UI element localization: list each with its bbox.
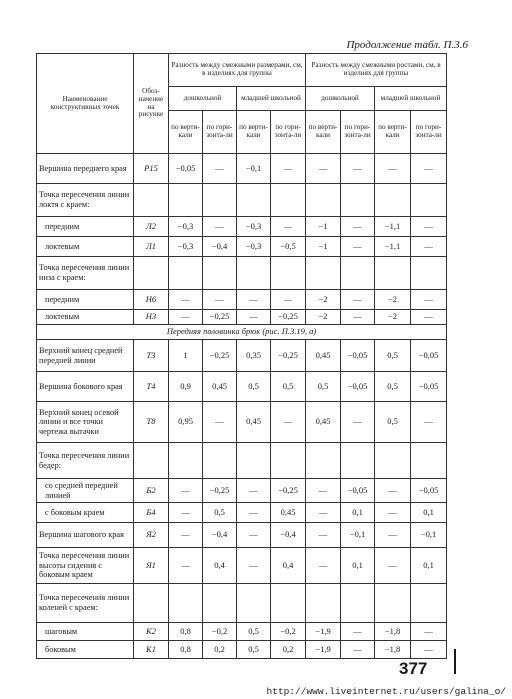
row-name: Точка пересечения линии коленей с краем: xyxy=(37,584,134,623)
value-cell: 0,4 xyxy=(203,548,237,584)
data-table xyxy=(36,53,447,659)
value-cell: −0,3 xyxy=(237,217,271,237)
table-row xyxy=(37,503,447,523)
header-vertical: по верти-кали xyxy=(237,111,271,154)
value-cell: — xyxy=(237,503,271,523)
value-cell: — xyxy=(306,154,341,184)
value-cell: −1,1 xyxy=(375,217,411,237)
value-cell xyxy=(411,584,447,623)
row-name: Вершина бокового края xyxy=(37,372,134,402)
value-cell: — xyxy=(411,310,447,325)
value-cell: −0,5 xyxy=(271,237,306,257)
value-cell: — xyxy=(203,217,237,237)
row-symbol: T4 xyxy=(134,372,169,402)
value-cell: −0,3 xyxy=(237,237,271,257)
value-cell: — xyxy=(306,548,341,584)
table-row xyxy=(37,443,447,479)
value-cell: — xyxy=(341,217,375,237)
value-cell: 0,45 xyxy=(203,372,237,402)
value-cell: −0,4 xyxy=(203,237,237,257)
value-cell: −0,05 xyxy=(411,340,447,372)
value-cell: 1 xyxy=(169,340,203,372)
table-row xyxy=(37,548,447,584)
value-cell xyxy=(271,184,306,217)
value-cell: −0,05 xyxy=(169,154,203,184)
value-cell: −0,25 xyxy=(203,310,237,325)
row-name: с боковым краем xyxy=(37,503,134,523)
value-cell: — xyxy=(411,217,447,237)
value-cell: 0,45 xyxy=(271,503,306,523)
value-cell: 0,1 xyxy=(411,503,447,523)
value-cell: −0,05 xyxy=(341,340,375,372)
value-cell: — xyxy=(237,310,271,325)
value-cell: −0,1 xyxy=(341,523,375,548)
value-cell: −2 xyxy=(306,310,341,325)
value-cell: 0,35 xyxy=(237,340,271,372)
row-symbol: Л2 xyxy=(134,217,169,237)
table-row xyxy=(37,257,447,290)
table-row xyxy=(37,641,447,659)
value-cell: −1 xyxy=(306,237,341,257)
row-symbol xyxy=(134,184,169,217)
value-cell: −1 xyxy=(306,217,341,237)
value-cell: −0,1 xyxy=(237,154,271,184)
table-caption: Продолжение табл. П.3.6 xyxy=(346,39,468,51)
value-cell: −1,9 xyxy=(306,641,341,659)
header-junior: младшей школьной xyxy=(375,87,447,111)
value-cell: — xyxy=(411,290,447,310)
value-cell: 0,1 xyxy=(411,548,447,584)
row-symbol: T3 xyxy=(134,340,169,372)
table-row xyxy=(37,479,447,503)
value-cell: — xyxy=(341,641,375,659)
table-row xyxy=(37,584,447,623)
section-title: Передняя половинка брюк (рис. П.3.19, а) xyxy=(37,325,447,340)
value-cell: −0,25 xyxy=(271,310,306,325)
value-cell: 0,1 xyxy=(341,503,375,523)
table-row xyxy=(37,623,447,641)
row-name: шаговым xyxy=(37,623,134,641)
value-cell: — xyxy=(341,310,375,325)
value-cell: 0,5 xyxy=(203,503,237,523)
value-cell: 0,9 xyxy=(169,372,203,402)
row-symbol xyxy=(134,584,169,623)
value-cell xyxy=(375,257,411,290)
value-cell: 0,45 xyxy=(237,402,271,443)
value-cell: −0,2 xyxy=(203,623,237,641)
value-cell: 0,1 xyxy=(341,548,375,584)
value-cell: — xyxy=(169,310,203,325)
row-symbol: Н3 xyxy=(134,310,169,325)
row-name: Точка пересечения линии локтя с краем: xyxy=(37,184,134,217)
value-cell: — xyxy=(411,154,447,184)
header-horizontal: по гори-зонта-ли xyxy=(341,111,375,154)
value-cell: −0,05 xyxy=(341,479,375,503)
row-symbol xyxy=(134,443,169,479)
row-symbol: Б4 xyxy=(134,503,169,523)
value-cell: — xyxy=(375,479,411,503)
watermark-url: http://www.liveinternet.ru/users/galina_o/ xyxy=(266,686,506,697)
value-cell: — xyxy=(271,154,306,184)
value-cell: — xyxy=(169,548,203,584)
value-cell xyxy=(375,184,411,217)
value-cell: — xyxy=(237,479,271,503)
value-cell xyxy=(306,584,341,623)
row-name: Верхний конец осевой линии и все точки чертежа вытачки xyxy=(37,402,134,443)
value-cell: −2 xyxy=(375,290,411,310)
value-cell: −1,9 xyxy=(306,623,341,641)
table-row xyxy=(37,184,447,217)
value-cell xyxy=(203,584,237,623)
table-body-sleeve xyxy=(37,154,447,325)
header-preschool: дошкольной xyxy=(169,87,237,111)
table-body-trousers xyxy=(37,340,447,659)
header-group-heights: Разность между смежными ростами, см, в изделиях для группы xyxy=(306,54,447,87)
value-cell: −2 xyxy=(306,290,341,310)
value-cell: −1,8 xyxy=(375,623,411,641)
value-cell: — xyxy=(375,548,411,584)
value-cell xyxy=(341,257,375,290)
value-cell: −0,4 xyxy=(203,523,237,548)
row-name: Точка пересечения линии высоты сидения с боковым краем xyxy=(37,548,134,584)
value-cell: — xyxy=(169,479,203,503)
value-cell xyxy=(341,584,375,623)
value-cell: — xyxy=(375,154,411,184)
row-name: локтевым xyxy=(37,310,134,325)
value-cell: −0,05 xyxy=(341,372,375,402)
value-cell xyxy=(169,584,203,623)
row-name: боковым xyxy=(37,641,134,659)
value-cell: — xyxy=(203,154,237,184)
value-cell: 0,5 xyxy=(306,372,341,402)
value-cell: — xyxy=(341,154,375,184)
row-name: со средней передней линией xyxy=(37,479,134,503)
value-cell: — xyxy=(341,402,375,443)
value-cell: — xyxy=(271,402,306,443)
value-cell: −2 xyxy=(375,310,411,325)
table-row xyxy=(37,372,447,402)
header-horizontal: по гори-зонта-ли xyxy=(203,111,237,154)
row-name: передним xyxy=(37,290,134,310)
row-symbol: P15 xyxy=(134,154,169,184)
value-cell xyxy=(375,443,411,479)
value-cell: — xyxy=(411,623,447,641)
value-cell: −0,1 xyxy=(411,523,447,548)
table-row xyxy=(37,310,447,325)
value-cell xyxy=(169,257,203,290)
row-name: Верхний конец средней передней линии xyxy=(37,340,134,372)
value-cell xyxy=(237,443,271,479)
value-cell xyxy=(203,257,237,290)
value-cell: −0,25 xyxy=(271,340,306,372)
value-cell xyxy=(306,257,341,290)
value-cell: −0,25 xyxy=(271,479,306,503)
value-cell: — xyxy=(306,503,341,523)
value-cell: — xyxy=(203,402,237,443)
value-cell: — xyxy=(237,523,271,548)
value-cell: −0,25 xyxy=(203,340,237,372)
value-cell xyxy=(411,184,447,217)
value-cell xyxy=(411,257,447,290)
value-cell: — xyxy=(411,402,447,443)
value-cell: 0,8 xyxy=(169,623,203,641)
value-cell: — xyxy=(411,237,447,257)
value-cell: −0,25 xyxy=(203,479,237,503)
value-cell: — xyxy=(271,217,306,237)
value-cell: — xyxy=(306,479,341,503)
value-cell: — xyxy=(169,523,203,548)
row-name: Точка пересечения линии низа с краем: xyxy=(37,257,134,290)
value-cell xyxy=(411,443,447,479)
row-symbol: Н6 xyxy=(134,290,169,310)
value-cell: — xyxy=(237,290,271,310)
value-cell: — xyxy=(341,237,375,257)
row-name: передним xyxy=(37,217,134,237)
page-number: 377 xyxy=(399,659,428,678)
value-cell: 0,4 xyxy=(271,548,306,584)
value-cell: −0,2 xyxy=(271,623,306,641)
value-cell: 0,5 xyxy=(375,372,411,402)
header-symbol: Обоз-начение на рисунке xyxy=(134,54,169,154)
value-cell: −0,05 xyxy=(411,372,447,402)
row-symbol: Б2 xyxy=(134,479,169,503)
value-cell: 0,45 xyxy=(306,402,341,443)
value-cell: 0,5 xyxy=(271,372,306,402)
table-row xyxy=(37,154,447,184)
header-name: Наименование конструктивных точек xyxy=(37,54,134,154)
value-cell: — xyxy=(341,623,375,641)
value-cell: — xyxy=(203,290,237,310)
row-name: локтевым xyxy=(37,237,134,257)
value-cell: 0,2 xyxy=(203,641,237,659)
value-cell: — xyxy=(306,523,341,548)
header-vertical: по верти-кали xyxy=(169,111,203,154)
row-name: Вершина переднего края xyxy=(37,154,134,184)
value-cell xyxy=(271,584,306,623)
row-symbol: T8 xyxy=(134,402,169,443)
value-cell xyxy=(271,443,306,479)
value-cell: −0,3 xyxy=(169,217,203,237)
value-cell xyxy=(341,443,375,479)
value-cell: −0,3 xyxy=(169,237,203,257)
row-symbol: К1 xyxy=(134,641,169,659)
value-cell: — xyxy=(271,290,306,310)
table-row xyxy=(37,217,447,237)
page-number-rule xyxy=(454,649,456,674)
value-cell xyxy=(306,443,341,479)
row-name: Точка пересечения линии бедер: xyxy=(37,443,134,479)
value-cell: — xyxy=(411,641,447,659)
row-symbol xyxy=(134,257,169,290)
value-cell: 0,5 xyxy=(237,372,271,402)
value-cell: 0,5 xyxy=(375,340,411,372)
value-cell: — xyxy=(169,290,203,310)
header-vertical: по верти-кали xyxy=(306,111,341,154)
header-preschool: дошкольной xyxy=(306,87,375,111)
value-cell xyxy=(271,257,306,290)
value-cell: 0,45 xyxy=(306,340,341,372)
row-symbol: Я1 xyxy=(134,548,169,584)
table-section xyxy=(37,325,447,340)
table-row xyxy=(37,237,447,257)
value-cell: 0,2 xyxy=(271,641,306,659)
row-symbol: Л1 xyxy=(134,237,169,257)
value-cell: — xyxy=(375,503,411,523)
value-cell xyxy=(375,584,411,623)
value-cell: 0,8 xyxy=(169,641,203,659)
row-name: Вершина шагового края xyxy=(37,523,134,548)
value-cell: 0,5 xyxy=(375,402,411,443)
value-cell: −0,05 xyxy=(411,479,447,503)
row-symbol: К2 xyxy=(134,623,169,641)
value-cell: 0,5 xyxy=(237,623,271,641)
value-cell: 0,95 xyxy=(169,402,203,443)
table-row xyxy=(37,402,447,443)
value-cell xyxy=(237,257,271,290)
value-cell: — xyxy=(237,548,271,584)
value-cell: 0,5 xyxy=(237,641,271,659)
header-vertical: по верти-кали xyxy=(375,111,411,154)
value-cell: — xyxy=(169,503,203,523)
header-group-sizes: Разность между смежными размерами, см, в изделиях для группы xyxy=(169,54,306,87)
value-cell xyxy=(237,584,271,623)
value-cell xyxy=(237,184,271,217)
value-cell: — xyxy=(341,290,375,310)
table-row xyxy=(37,340,447,372)
value-cell xyxy=(306,184,341,217)
value-cell: −1,8 xyxy=(375,641,411,659)
value-cell: −0,4 xyxy=(271,523,306,548)
value-cell xyxy=(203,443,237,479)
value-cell xyxy=(203,184,237,217)
table-row xyxy=(37,523,447,548)
header-horizontal: по гори-зонта-ли xyxy=(411,111,447,154)
value-cell: — xyxy=(375,523,411,548)
value-cell xyxy=(169,443,203,479)
row-symbol: Я2 xyxy=(134,523,169,548)
header-junior: младшей школьной xyxy=(237,87,306,111)
value-cell: −1,1 xyxy=(375,237,411,257)
value-cell xyxy=(169,184,203,217)
value-cell xyxy=(341,184,375,217)
table-row xyxy=(37,290,447,310)
header-horizontal: по гори-зонта-ли xyxy=(271,111,306,154)
